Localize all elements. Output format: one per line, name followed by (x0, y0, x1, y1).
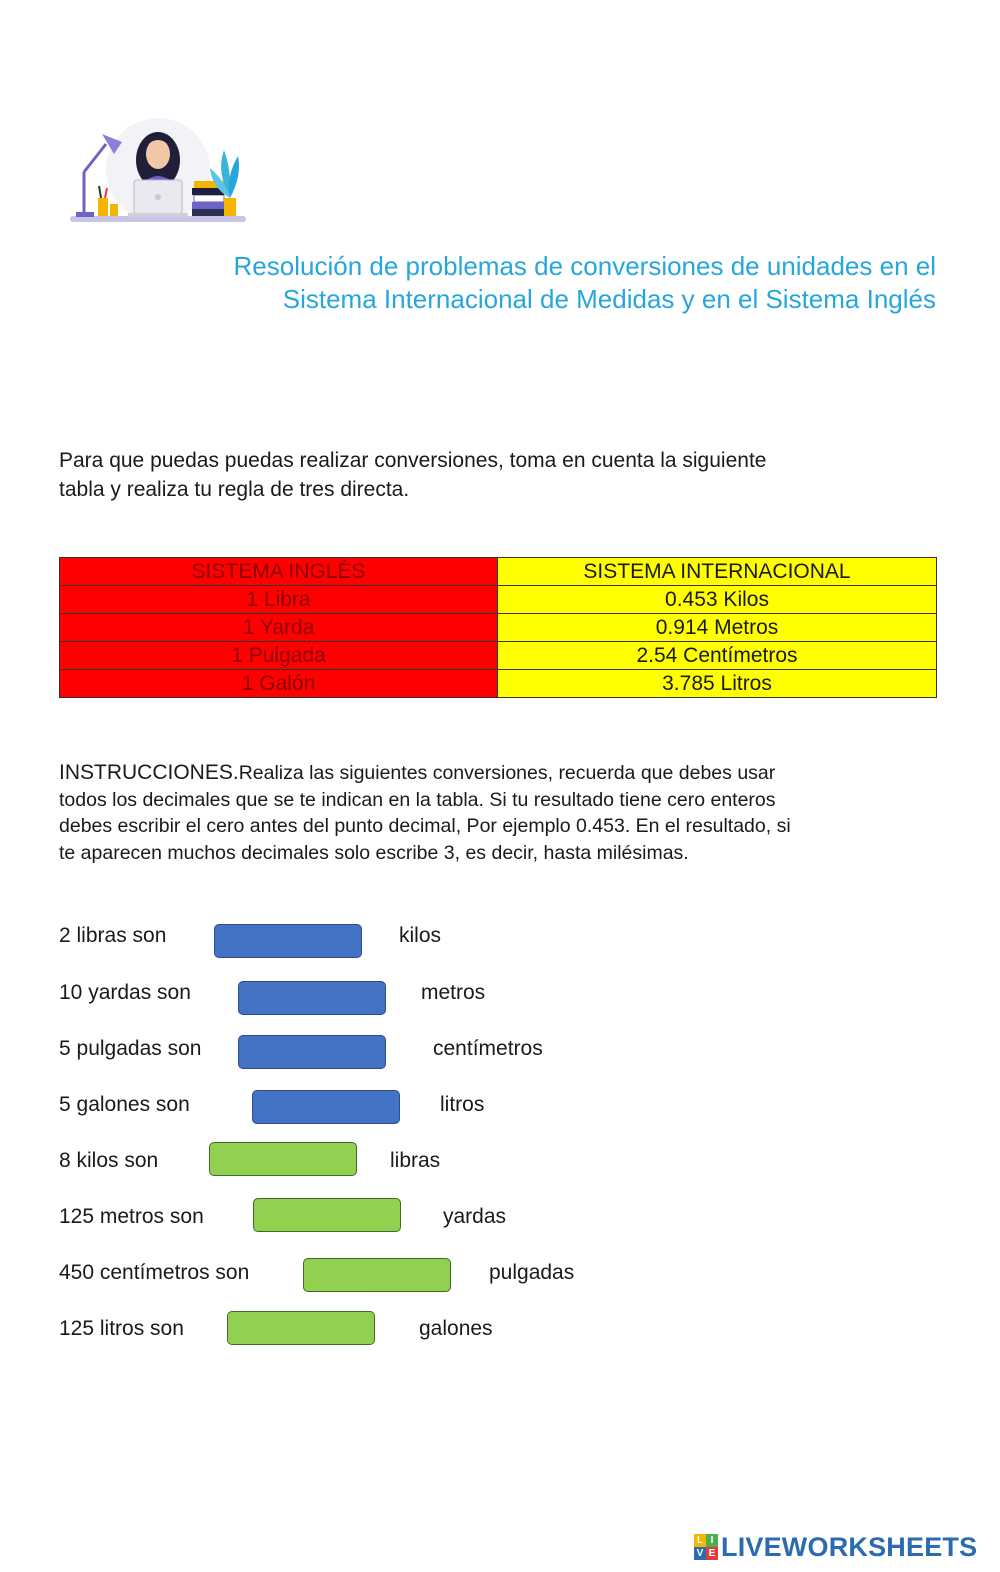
exercise-unit: centímetros (433, 1037, 543, 1060)
table-row (60, 670, 937, 698)
conversion-table (59, 557, 937, 698)
intro-paragraph (59, 446, 939, 504)
exercise-label: 10 yardas son (59, 981, 191, 1004)
header-english-system: SISTEMA INGLÉS (60, 558, 498, 586)
instructions-text: Realiza las siguientes conversiones, recuerda que debes usar (238, 762, 776, 784)
answer-input-kilos-to-pounds[interactable] (209, 1142, 357, 1176)
exercise-label: 5 pulgadas son (59, 1037, 202, 1060)
intro-line-2: tabla y realiza tu regla de tres directa. (59, 478, 410, 501)
english-unit-cell: 1 Yarda (60, 614, 498, 642)
exercise-label: 8 kilos son (59, 1149, 159, 1172)
table-row (60, 614, 937, 642)
english-unit-cell: 1 Pulgada (60, 642, 498, 670)
exercise-unit: pulgadas (489, 1261, 575, 1284)
woman-studying-laptop-icon (66, 112, 250, 230)
logo-letter: V (694, 1547, 706, 1560)
header-international-system: SISTEMA INTERNACIONAL (498, 558, 937, 586)
title-line-1: Resolución de problemas de conversiones de unidades en el (233, 251, 936, 281)
table-header-row (60, 558, 937, 586)
table-row (60, 586, 937, 614)
exercise-unit: kilos (399, 924, 442, 947)
worksheet-title (100, 250, 936, 316)
logo-letter: E (706, 1547, 718, 1560)
si-equivalent-cell: 0.453 Kilos (498, 586, 937, 614)
answer-input-centimeters-to-inches[interactable] (303, 1258, 451, 1292)
english-unit-cell: 1 Libra (60, 586, 498, 614)
exercise-unit: litros (440, 1093, 485, 1116)
liveworksheets-logo (694, 1532, 977, 1562)
si-equivalent-cell: 0.914 Metros (498, 614, 937, 642)
answer-input-inches-to-centimeters[interactable] (238, 1035, 386, 1069)
exercise-unit: galones (419, 1317, 493, 1340)
si-equivalent-cell: 2.54 Centímetros (498, 642, 937, 670)
exercise-label: 125 metros son (59, 1205, 204, 1228)
exercise-label: 450 centímetros son (59, 1261, 250, 1284)
logo-letter: I (706, 1534, 718, 1547)
instructions-paragraph (59, 760, 939, 866)
table-row (60, 642, 937, 670)
exercise-label: 2 libras son (59, 924, 167, 947)
answer-input-gallons-to-liters[interactable] (252, 1090, 400, 1124)
brand-name: LIVEWORKSHEETS (721, 1531, 978, 1562)
liveworksheets-mark-icon (694, 1534, 718, 1560)
intro-line-1: Para que puedas puedas realizar conversiones, toma en cuenta la siguiente (59, 449, 767, 472)
instructions-line-3: debes escribir el cero antes del punto decimal, Por ejemplo 0.453. En el resultado, si (59, 815, 791, 837)
title-line-2: Sistema Internacional de Medidas y en el Sistema Inglés (282, 284, 936, 314)
exercise-unit: yardas (443, 1205, 507, 1228)
logo-letter: L (694, 1534, 706, 1547)
instructions-line-4: te aparecen muchos decimales solo escribe 3, es decir, hasta milésimas. (59, 841, 689, 864)
answer-input-meters-to-yards[interactable] (253, 1198, 401, 1232)
english-unit-cell: 1 Galón (60, 670, 498, 698)
answer-input-yards-to-meters[interactable] (238, 981, 386, 1015)
answer-input-liters-to-gallons[interactable] (227, 1311, 375, 1345)
instructions-line-1 (59, 760, 939, 787)
si-equivalent-cell: 3.785 Litros (498, 670, 937, 698)
exercise-label: 5 galones son (59, 1093, 190, 1116)
exercise-label: 125 litros son (59, 1317, 184, 1340)
exercise-unit: libras (390, 1149, 441, 1172)
exercise-unit: metros (421, 981, 486, 1004)
answer-input-pounds-to-kilos[interactable] (214, 924, 362, 958)
instructions-line-2: todos los decimales que se te indican en la tabla. Si tu resultado tiene cero enteros (59, 788, 776, 811)
instructions-heading: INSTRUCCIONES. (59, 761, 239, 784)
